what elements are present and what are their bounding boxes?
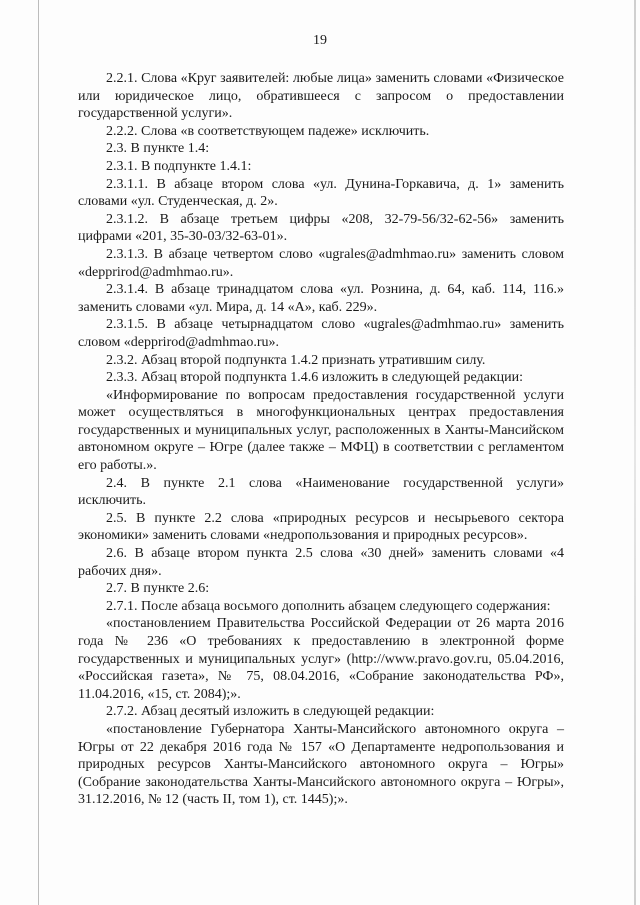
paragraph-2-3-1-3: 2.3.1.3. В абзаце четвертом слово «ugrales@admhmao.ru» заменить словом «depprirod@admhmao.ru».	[78, 246, 564, 280]
paragraph-2-3-3: 2.3.3. Абзац второй подпункта 1.4.6 изложить в следующей редакции:	[106, 370, 524, 386]
paragraph-quote-government-decree: «постановлением Правительства Российской Федерации от 26 марта 2016 года № 236 «О требованиях к предоставлению в электронной форме государственных и муниципальных услуг» (http://www.pravo.gov.ru, 05.04.2016, «Российская газета», № 75, 08.04.2016, «Собрание законодательства РФ», 11.04.2016, «15, ст. 2084);».	[78, 616, 564, 702]
paragraph-2-7-2: 2.7.2. Абзац десятый изложить в следующей редакции:	[106, 704, 435, 720]
paragraph-2-3-1: 2.3.1. В подпункте 1.4.1:	[106, 158, 252, 174]
paragraph-2-3-1-2: 2.3.1.2. В абзаце третьем цифры «208, 32-79-56/32-62-56» заменить цифрами «201, 35-30-03/32-63-01».	[78, 211, 564, 245]
paragraph-2-7-1: 2.7.1. После абзаца восьмого дополнить абзацем следующего содержания:	[106, 598, 551, 614]
paragraph-2-7: 2.7. В пункте 2.6:	[106, 581, 210, 597]
scan-left-edge	[38, 0, 39, 905]
paragraph-2-2-2: 2.2.2. Слова «в соответствующем падеже» исключить.	[106, 123, 430, 139]
paragraph-quote-governor-decree: «постановление Губернатора Ханты-Мансийского автономного округа – Югры от 22 декабря 2016 года № 157 «О Департаменте недропользования и природных ресурсов Ханты-Мансийского автономного округа – Югры» (Собрание законодательства Ханты-Мансийского автономного округа – Югры», 31.12.2016, № 12 (часть II, том 1), ст. 1445);».	[78, 721, 564, 808]
paragraph-2-6: 2.6. В абзаце втором пункта 2.5 слова «30 дней» заменить словами «4 рабочих дня».	[78, 546, 564, 579]
paragraph-2-3-2: 2.3.2. Абзац второй подпункта 1.4.2 признать утратившим силу.	[106, 352, 486, 368]
paragraph-2-3-1-5: 2.3.1.5. В абзаце четырнадцатом слово «ugrales@admhmao.ru» заменить словом «depprirod@admhmao.ru».	[78, 317, 564, 350]
paragraph-2-5: 2.5. В пункте 2.2 слова «природных ресурсов и несырьевого сектора экономики» заменить словами «недропользования и природных ресурсов».	[78, 510, 564, 544]
paragraph-2-3: 2.3. В пункте 1.4:	[106, 141, 210, 157]
scan-right-edge	[634, 0, 636, 905]
paragraph-2-3-1-1: 2.3.1.1. В абзаце втором слова «ул. Дунина-Горкавича, д. 1» заменить словами «ул. Студенческая, д. 2».	[78, 176, 564, 210]
paragraph-2-3-1-4: 2.3.1.4. В абзаце тринадцатом слова «ул. Рознина, д. 64, каб. 114, 116.» заменить словами «ул. Мира, д. 14 «А», каб. 229».	[78, 282, 564, 315]
page-number: 19	[313, 33, 327, 48]
paragraph-2-4: 2.4. В пункте 2.1 слова «Наименование государственной услуги» исключить.	[78, 475, 564, 509]
paragraph-quote-informing: «Информирование по вопросам предоставления государственной услуги может осуществляться в многофункциональных центрах предоставления государственных и муниципальных услуг, расположенных в Ханты-Мансийском автономном округе – Югре (далее также – МФЦ) в соответствии с регламентом его работы.».	[78, 387, 564, 474]
document-body	[78, 70, 564, 809]
paragraph-2-2-1: 2.2.1. Слова «Круг заявителей: любые лица» заменить словами «Физическое или юридическое лицо, обратившееся с запросом о предоставлении государственной услуги».	[78, 71, 564, 122]
